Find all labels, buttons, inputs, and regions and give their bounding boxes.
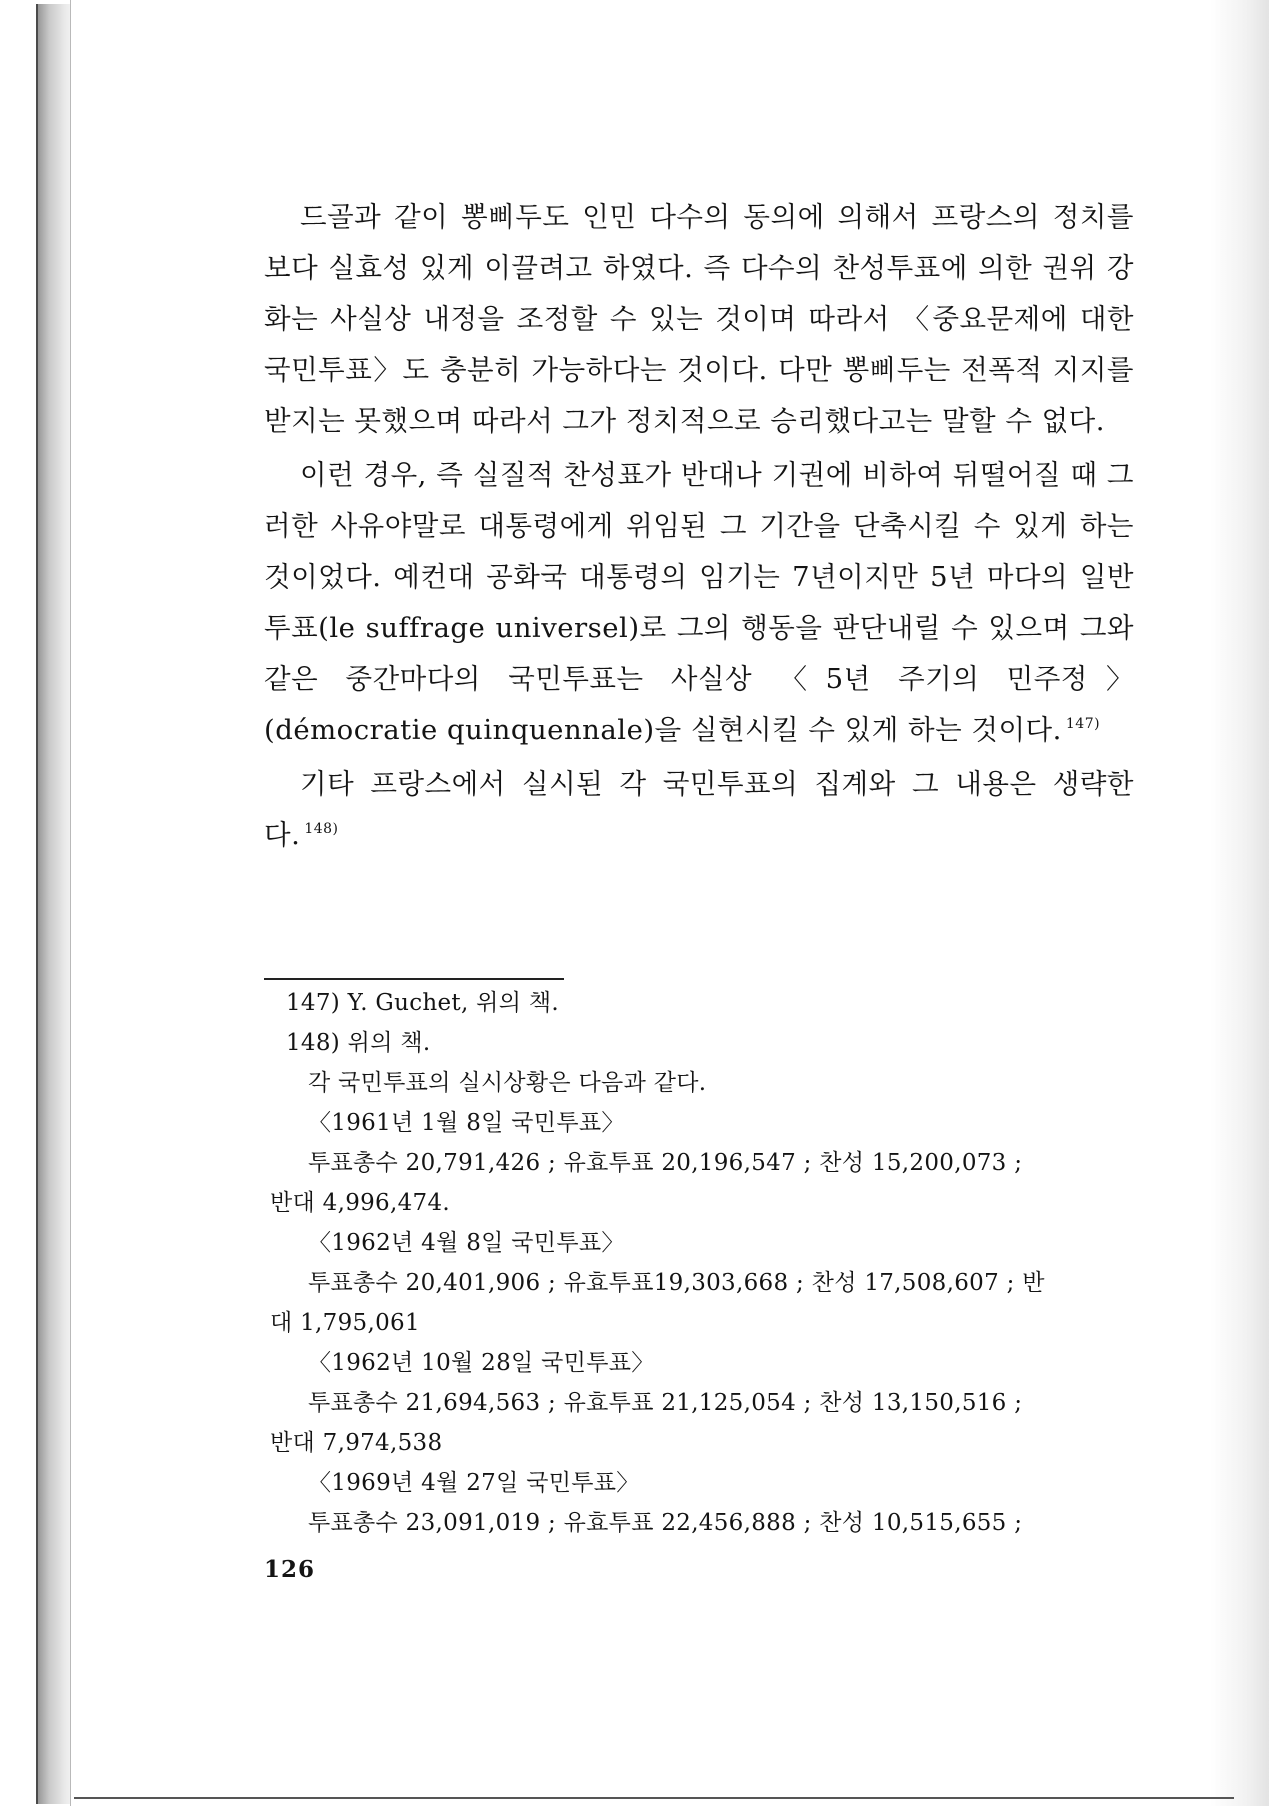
page-bottom-edge xyxy=(74,1797,1234,1799)
referendum-results-continuation: 대 1,795,061 xyxy=(270,1310,420,1336)
referendum-results-continuation: 반대 7,974,538 xyxy=(270,1430,443,1456)
referendum-results-line: 투표총수 20,401,906 ; 유효투표19,303,668 ; 찬성 17,508,607 ; 반 xyxy=(308,1270,1045,1296)
referendum-heading: 〈1961년 1월 8일 국민투표〉 xyxy=(308,1110,625,1136)
book-spine-edge xyxy=(36,4,38,1804)
body-text xyxy=(264,192,1134,861)
book-spine xyxy=(36,4,74,1804)
referendum-results-line: 투표총수 21,694,563 ; 유효투표 21,125,054 ; 찬성 13,150,516 ; xyxy=(308,1390,1023,1416)
paragraph-3-text: 기타 프랑스에서 실시된 각 국민투표의 집계와 그 내용은 생략한다. xyxy=(264,768,1134,851)
referendum-heading: 〈1962년 4월 8일 국민투표〉 xyxy=(308,1230,625,1256)
paragraph-2 xyxy=(264,450,1134,756)
footnotes xyxy=(264,983,1134,1543)
footnote-148-intro: 각 국민투표의 실시상황은 다음과 같다. xyxy=(308,1070,707,1096)
referendum-heading: 〈1969년 4월 27일 국민투표〉 xyxy=(308,1470,640,1496)
footnote-divider xyxy=(264,978,564,980)
footnote-147: 147) Y. Guchet, 위의 책. xyxy=(286,990,559,1016)
footnote-ref-147[interactable]: 147) xyxy=(1065,716,1101,732)
footnote-ref-148[interactable]: 148) xyxy=(304,821,339,837)
paragraph-3 xyxy=(264,759,1134,861)
page-number: 126 xyxy=(264,1556,316,1583)
page-shadow xyxy=(1210,0,1269,1806)
referendum-results-continuation: 반대 4,996,474. xyxy=(270,1190,451,1216)
referendum-heading: 〈1962년 10월 28일 국민투표〉 xyxy=(308,1350,655,1376)
paragraph-1-text: 드골과 같이 뽕삐두도 인민 다수의 동의에 의해서 프랑스의 정치를 보다 실효성 있게 이끌려고 하였다. 즉 다수의 찬성투표에 의한 권위 강화는 사실상 내정을 조정할 수 있는 것이며 따라서 〈중요문제에 대한 국민투표〉도 충분히 가능하다는 것이다. 다만 뽕삐두는 전폭적 지지를 받지는 못했으며 따라서 그가 정치적으로 승리했다고는 말할 수 없다. xyxy=(264,201,1134,437)
paragraph-2-text: 이런 경우, 즉 실질적 찬성표가 반대나 기권에 비하여 뒤떨어질 때 그러한 사유야말로 대통령에게 위임된 그 기간을 단축시킬 수 있게 하는 것이었다. 예컨대 공화국 대통령의 임기는 7년이지만 5년 마다의 일반투표(le suffrage universel)로 그의 행동을 판단내릴 수 있으며 그와 같은 중간마다의 국민투표는 사실상 〈5년 주기의 민주정〉(démocratie quinquennale)을 실현시킬 수 있게 하는 것이다. xyxy=(264,459,1134,746)
paragraph-1 xyxy=(264,192,1134,447)
footnote-148: 148) 위의 책. xyxy=(286,1030,431,1056)
referendum-results-line: 투표총수 20,791,426 ; 유효투표 20,196,547 ; 찬성 15,200,073 ; xyxy=(308,1150,1023,1176)
referendum-results-line: 투표총수 23,091,019 ; 유효투표 22,456,888 ; 찬성 10,515,655 ; xyxy=(308,1510,1023,1536)
